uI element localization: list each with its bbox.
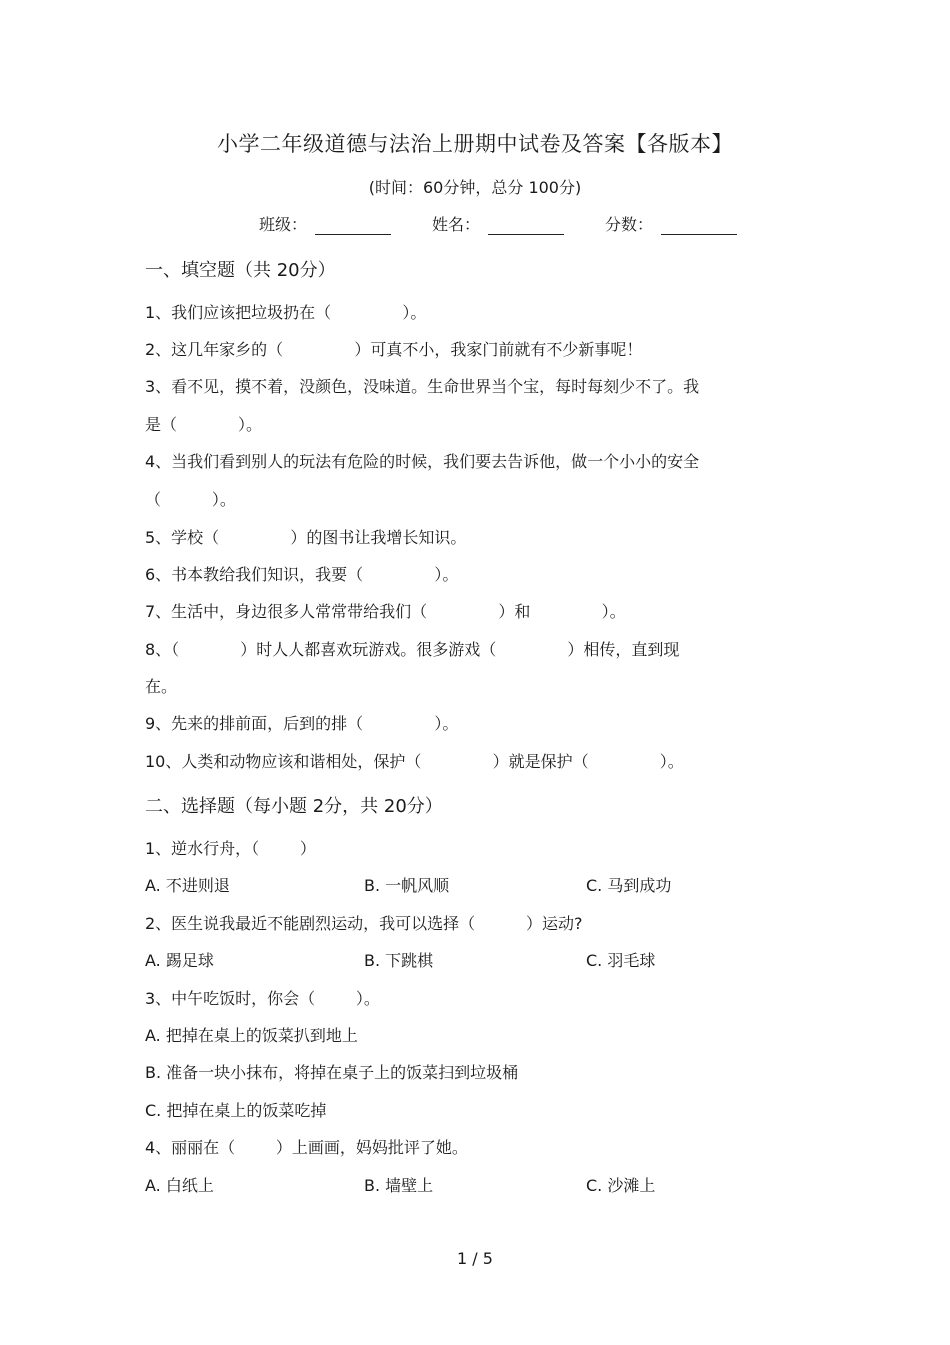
- section-heading-fill-in: 一、填空题（共 20分）: [145, 260, 336, 281]
- option-a: A. 把掉在桌上的饭菜扒到地上: [145, 1026, 358, 1045]
- question-line: 在。: [145, 677, 178, 696]
- question-line: 1、我们应该把垃圾扔在（ ）。: [145, 303, 427, 322]
- question-stem: 2、医生说我最近不能剧烈运动，我可以选择（ ）运动?: [145, 914, 583, 933]
- score-field: [605, 212, 737, 235]
- question-stem: 1、逆水行舟，（ ）: [145, 839, 316, 858]
- question-line: 8、（ ）时人人都喜欢玩游戏。很多游戏（ ）相传，直到现: [145, 640, 680, 659]
- option-b: B. 墙壁上: [364, 1176, 434, 1195]
- question-stem: 4、丽丽在（ ）上画画，妈妈批评了她。: [145, 1138, 468, 1157]
- question-line: 7、生活中，身边很多人常常带给我们（ ）和 ）。: [145, 602, 626, 621]
- option-c: C. 沙滩上: [586, 1176, 656, 1195]
- score-blank: [661, 216, 737, 235]
- class-label: 班级：: [259, 215, 308, 234]
- question-line: 3、看不见，摸不着，没颜色，没味道。生命世界当个宝，每时每刻少不了。我: [145, 377, 700, 396]
- option-b: B. 下跳棋: [364, 951, 434, 970]
- name-blank: [488, 216, 564, 235]
- question-line: 4、当我们看到别人的玩法有危险的时候，我们要去告诉他，做一个小小的安全: [145, 452, 700, 471]
- option-a: A. 不进则退: [145, 876, 230, 895]
- option-c: C. 马到成功: [586, 876, 672, 895]
- option-c: C. 羽毛球: [586, 951, 656, 970]
- section-heading-choice: 二、选择题（每小题 2分，共 20分）: [145, 796, 443, 817]
- question-line: 6、书本教给我们知识，我要（ ）。: [145, 565, 459, 584]
- name-label: 姓名：: [432, 215, 481, 234]
- class-field: [259, 212, 391, 235]
- name-field: [432, 212, 564, 235]
- question-line: 10、人类和动物应该和谐相处，保护（ ）就是保护（ ）。: [145, 752, 684, 771]
- class-blank: [315, 216, 391, 235]
- option-c: C. 把掉在桌上的饭菜吃掉: [145, 1101, 327, 1120]
- page-title: 小学二年级道德与法治上册期中试卷及答案【各版本】: [217, 132, 733, 156]
- question-line: 2、这几年家乡的（ ）可真不小，我家门前就有不少新事呢！: [145, 340, 643, 359]
- page-number: 1 / 5: [457, 1249, 493, 1268]
- question-line: 是（ ）。: [145, 415, 263, 434]
- question-line: 5、学校（ ）的图书让我增长知识。: [145, 528, 467, 547]
- option-b: B. 一帆风顺: [364, 876, 450, 895]
- question-stem: 3、中午吃饭时，你会（ ）。: [145, 989, 380, 1008]
- score-label: 分数：: [605, 215, 654, 234]
- question-line: （ ）。: [145, 490, 236, 509]
- option-b: B. 准备一块小抹布，将掉在桌子上的饭菜扫到垃圾桶: [145, 1063, 519, 1082]
- exam-meta: (时间：60分钟，总分 100分): [368, 178, 582, 197]
- option-a: A. 白纸上: [145, 1176, 214, 1195]
- question-line: 9、先来的排前面，后到的排（ ）。: [145, 714, 459, 733]
- option-a: A. 踢足球: [145, 951, 214, 970]
